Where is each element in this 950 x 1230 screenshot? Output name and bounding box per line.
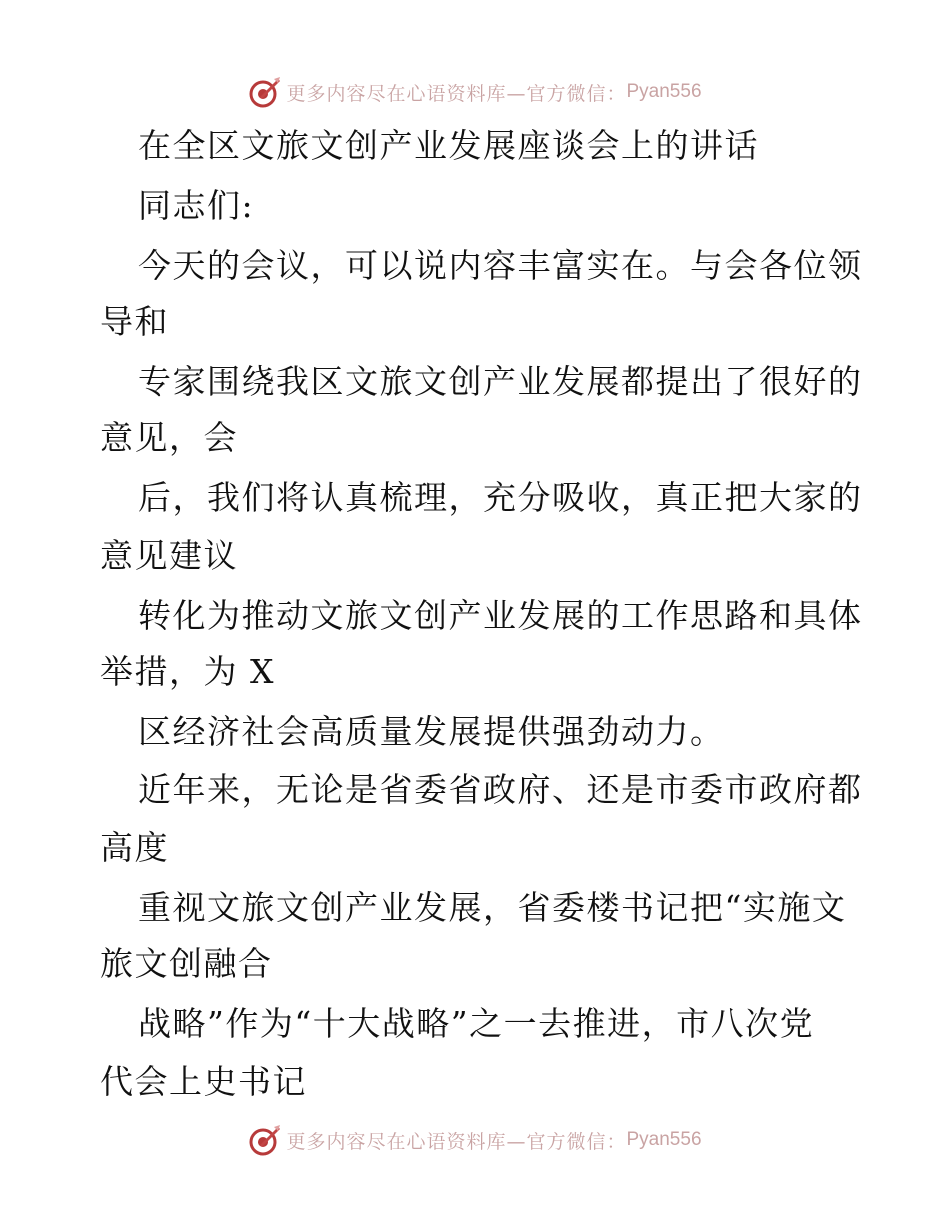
paragraph-line: 近年来，无论是省委省政府、还是市委市政府都 — [138, 770, 863, 809]
paragraph-line: 举措，为 X — [100, 652, 275, 691]
greeting: 同志们: — [138, 186, 255, 225]
header-banner — [0, 72, 950, 112]
paragraph-line: 今天的会议，可以说内容丰富实在。与会各位领 — [138, 246, 863, 285]
quill-logo-icon — [248, 1123, 282, 1157]
banner-text: 更多内容尽在心语资料库—官方微信： — [286, 82, 627, 105]
paragraph-line: 战略”作为“十大战略”之一去推进，市八次党 — [138, 1004, 815, 1043]
paragraph-line: 代会上史书记 — [100, 1062, 307, 1101]
banner-text: 更多内容尽在心语资料库—官方微信： — [286, 1130, 627, 1153]
paragraph-line: 意见建议 — [100, 536, 238, 575]
wechat-id: Pyan556 — [626, 1129, 702, 1150]
paragraph-line: 重视文旅文创产业发展，省委楼书记把“实施文 — [138, 888, 847, 927]
paragraph-line: 后，我们将认真梳理，充分吸收，真正把大家的 — [138, 478, 863, 517]
paragraph-line: 区经济社会高质量发展提供强劲动力。 — [138, 712, 725, 751]
document-title: 在全区文旅文创产业发展座谈会上的讲话 — [138, 126, 759, 165]
paragraph-line: 意见，会 — [100, 418, 238, 457]
footer-banner — [0, 1120, 950, 1160]
paragraph-line: 旅文创融合 — [100, 944, 273, 983]
wechat-id: Pyan556 — [626, 81, 702, 102]
paragraph-line: 专家围绕我区文旅文创产业发展都提出了很好的 — [138, 362, 863, 401]
paragraph-line: 导和 — [100, 302, 169, 341]
paragraph-line: 高度 — [100, 828, 169, 867]
quill-logo-icon — [248, 75, 282, 109]
paragraph-line: 转化为推动文旅文创产业发展的工作思路和具体 — [138, 596, 863, 635]
